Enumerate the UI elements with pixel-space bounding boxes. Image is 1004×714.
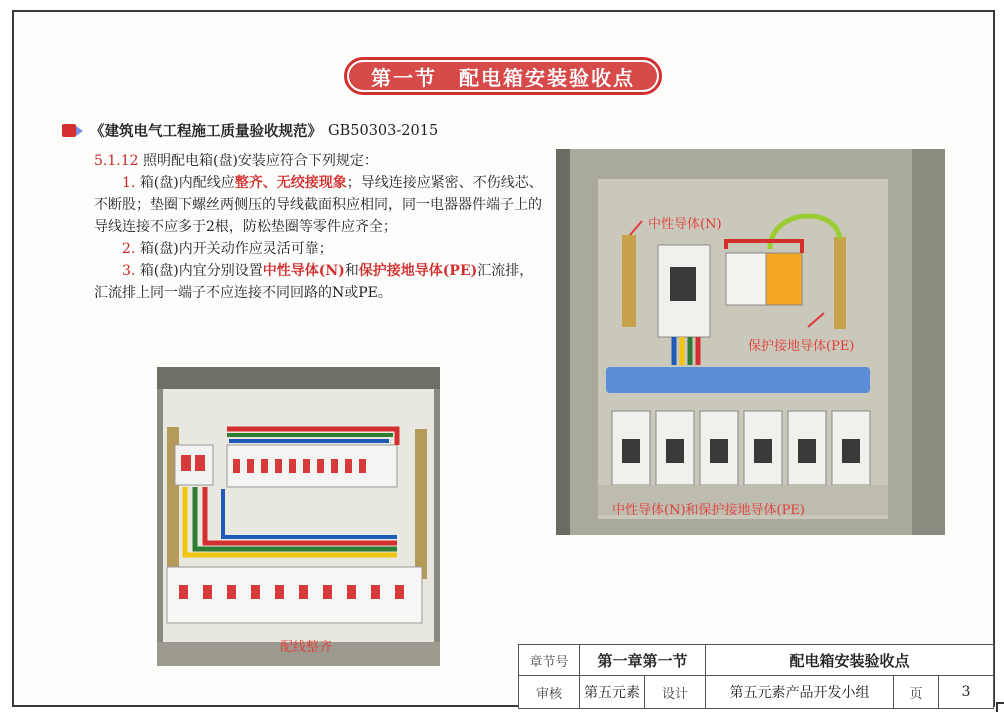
item-text: 和 bbox=[344, 263, 359, 279]
design-value: 第五元素产品开发小组 bbox=[706, 676, 894, 709]
corner-mark bbox=[996, 702, 1004, 712]
standard-code: GB50303-2015 bbox=[328, 122, 439, 139]
item-number: 3. bbox=[122, 263, 136, 279]
clause-item-3 bbox=[94, 260, 544, 304]
distribution-box-illustration bbox=[157, 367, 440, 666]
item-highlight: 保护接地导体(PE) bbox=[358, 263, 478, 279]
item-text: ；导线连接应紧密、不伤线芯、不断股；垫圈下螺丝两侧压的导线截面积应相同，同一电器器件端子上的导线连接不应多于2根，防松垫圈等零件应齐全； bbox=[94, 175, 543, 235]
item-highlight: 中性导体(N) bbox=[262, 263, 345, 279]
item-text: 汇流排，汇流排上同一端子不应连接不同回路的N或PE。 bbox=[94, 263, 534, 301]
chapter-value: 第一章第一节 bbox=[580, 645, 706, 676]
photo-wiring-neat bbox=[157, 367, 440, 666]
clause-item-2 bbox=[94, 238, 544, 260]
section-banner bbox=[344, 57, 662, 95]
photo-caption-wiring: 配线整齐 bbox=[280, 640, 333, 655]
chapter-label: 章节号 bbox=[519, 645, 580, 676]
standard-title: 《建筑电气工程施工质量验收规范》 bbox=[90, 123, 322, 140]
standard-reference bbox=[62, 120, 438, 141]
design-label: 设计 bbox=[645, 676, 706, 709]
label-n-and-pe: 中性导体(N)和保护接地导体(PE) bbox=[612, 503, 805, 518]
clause-item-1 bbox=[94, 172, 544, 238]
item-number: 1. bbox=[122, 175, 136, 191]
item-text: 箱(盘)内配线应 bbox=[139, 175, 235, 191]
label-neutral-conductor: 中性导体(N) bbox=[648, 217, 722, 232]
bullet-arrow-icon bbox=[62, 124, 84, 137]
page-number: 3 bbox=[939, 676, 994, 709]
clause-text: 照明配电箱(盘)安装应符合下列规定： bbox=[142, 153, 378, 169]
page-title-cell: 配电箱安装验收点 bbox=[706, 645, 994, 676]
label-protective-earth: 保护接地导体(PE) bbox=[748, 339, 855, 354]
item-highlight: 整齐、无绞接现象 bbox=[234, 175, 347, 191]
clause-heading bbox=[94, 150, 544, 172]
review-label: 审核 bbox=[519, 676, 580, 709]
review-value: 第五元素 bbox=[580, 676, 645, 709]
item-text: 箱(盘)内宜分别设置 bbox=[139, 263, 263, 279]
item-text: 箱(盘)内开关动作应灵活可靠； bbox=[139, 241, 333, 257]
section-banner-title: 第一节 配电箱安装验收点 bbox=[349, 62, 657, 90]
clause-body bbox=[94, 150, 544, 304]
clause-number: 5.1.12 bbox=[94, 153, 139, 169]
item-number: 2. bbox=[122, 241, 136, 257]
title-block bbox=[518, 644, 994, 709]
page-label: 页 bbox=[894, 676, 939, 709]
photo-busbars bbox=[556, 149, 945, 535]
